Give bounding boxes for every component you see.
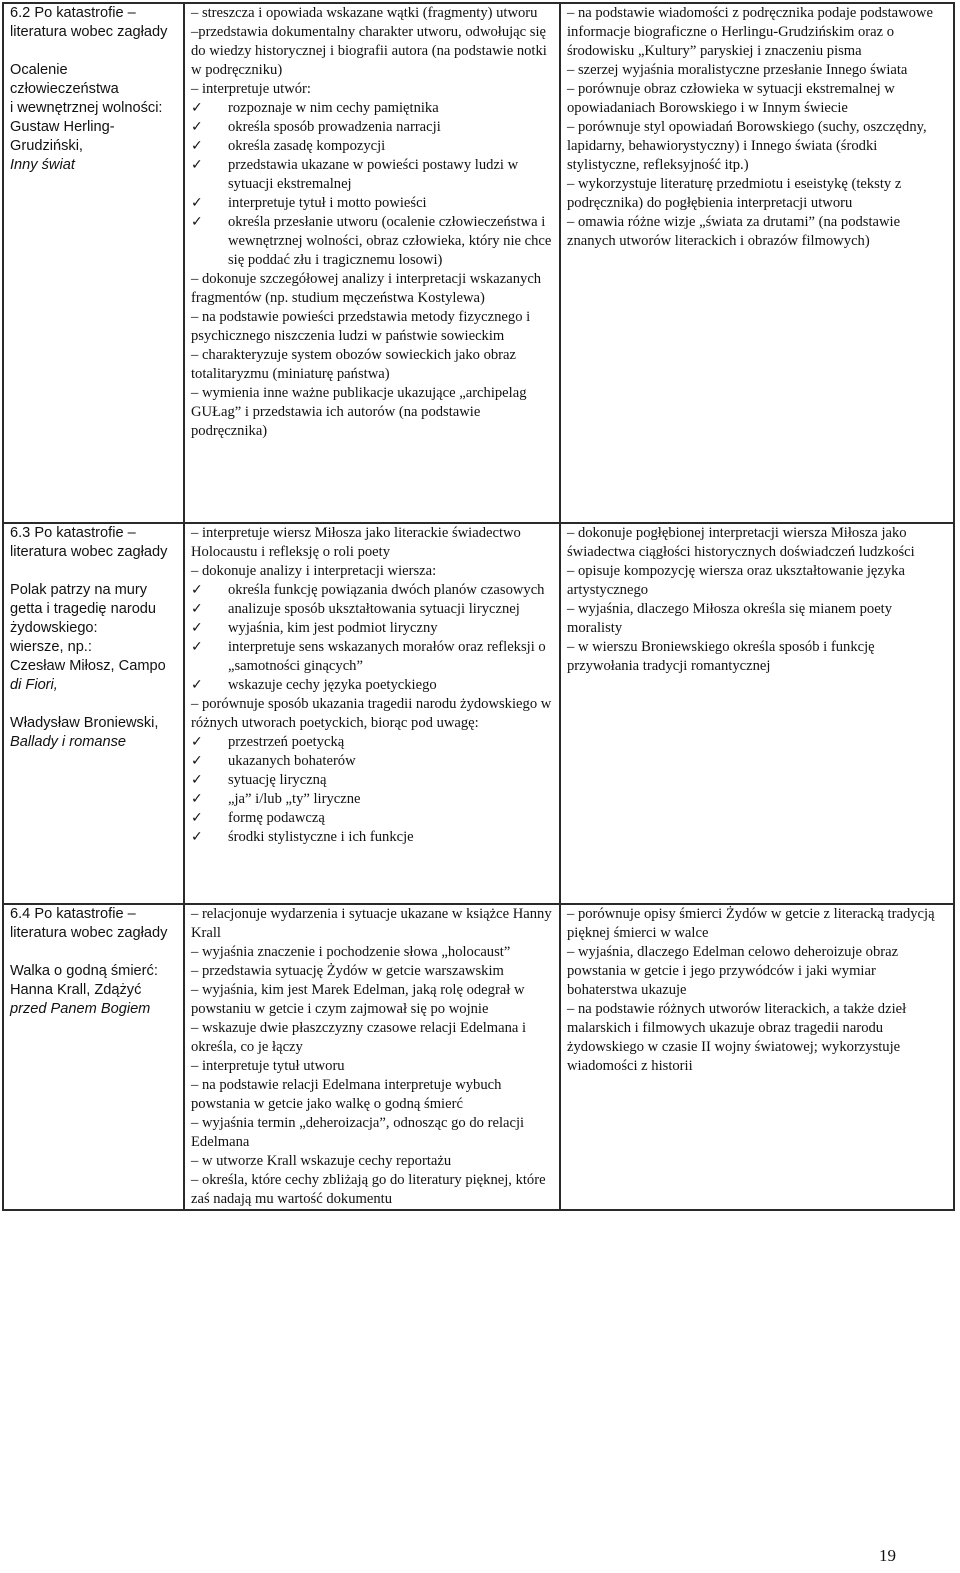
requirement-item: – na podstawie wiadomości z podręcznika podaje podstawowe informacje biograficzne o Herlingu-Grudzińskim oraz o środowisku „Kultury” paryskiej i znaczeniu pisma <box>567 5 933 59</box>
check-icon: ✓ <box>191 810 203 826</box>
requirement-item: – omawia różne wizje „świata za drutami” (na podstawie znanych utworów literackich i obrazów filmowych) <box>567 214 901 249</box>
checklist-item <box>191 828 555 847</box>
spacer <box>10 562 179 581</box>
checklist-text: przestrzeń poetycką <box>228 734 345 750</box>
requirement-item: – wymienia inne ważne publikacje ukazujące „archipelag GUŁag” i przedstawia ich autorów (na podstawie podręcznika) <box>191 385 527 439</box>
checklist-item <box>191 733 555 752</box>
requirement-item: – charakteryzuje system obozów sowieckich jako obraz totalitaryzmu (miniaturę państwa) <box>191 347 516 382</box>
topic-cell <box>3 3 184 523</box>
topic-line: 6.3 Po katastrofie – <box>10 525 136 541</box>
topic-line: getta i tragedię narodu <box>10 601 157 617</box>
topic-line: Walka o godną śmierć: <box>10 963 158 979</box>
check-icon: ✓ <box>191 677 203 693</box>
topic-line: di Fiori, <box>10 677 58 693</box>
checklist-item <box>191 790 555 809</box>
requirement-item: – porównuje sposób ukazania tragedii narodu żydowskiego w różnych utworach poetyckich, biorąc pod uwagę: <box>191 696 552 731</box>
check-icon: ✓ <box>191 214 203 230</box>
checklist-item <box>191 213 555 270</box>
requirement-item: –przedstawia dokumentalny charakter utworu, odwołując się do wiedzy historycznej i biografii autora (na podstawie notki w podręczniku) <box>191 24 547 78</box>
requirement-item: – interpretuje utwór: <box>191 81 311 97</box>
extended-requirements-cell <box>560 3 954 523</box>
requirement-item: – wyjaśnia termin „deheroizacja”, odnosząc go do relacji Edelmana <box>191 1115 525 1150</box>
requirement-item: – wyjaśnia, dlaczego Miłosza określa się mianem poety moralisty <box>567 601 893 636</box>
topic-line: 6.2 Po katastrofie – <box>10 5 136 21</box>
checklist-text: analizuje sposób ukształtowania sytuacji lirycznej <box>228 601 520 617</box>
checklist-text: ukazanych bohaterów <box>228 753 356 769</box>
requirement-item: – dokonuje analizy i interpretacji wiersza: <box>191 563 437 579</box>
requirement-item: – interpretuje tytuł utworu <box>191 1058 345 1074</box>
curriculum-table <box>2 2 955 1211</box>
check-icon: ✓ <box>191 119 203 135</box>
requirement-item: – na podstawie powieści przedstawia metody fizycznego i psychicznego niszczenia ludzi w państwie sowieckim <box>191 309 531 344</box>
requirement-item: – dokonuje szczegółowej analizy i interpretacji wskazanych fragmentów (np. studium męczeństwa Kostylewa) <box>191 271 542 306</box>
requirement-item: – w wierszu Broniewskiego określa sposób i funkcję przywołania tradycji romantycznej <box>567 639 875 674</box>
topic-line: literatura wobec zagłady <box>10 925 168 941</box>
checklist-text: sytuację liryczną <box>228 772 327 788</box>
extended-requirements-cell <box>560 904 954 1210</box>
check-icon: ✓ <box>191 195 203 211</box>
basic-requirements-cell <box>184 904 560 1210</box>
topic-line: Grudziński, <box>10 138 83 154</box>
checklist-item <box>191 752 555 771</box>
checklist-item <box>191 118 555 137</box>
topic-line: 6.4 Po katastrofie – <box>10 906 136 922</box>
topic-line: człowieczeństwa <box>10 81 119 97</box>
topic-line: Władysław Broniewski, <box>10 715 159 731</box>
requirement-item: – wyjaśnia, kim jest Marek Edelman, jaką rolę odegrał w powstaniu w getcie i czym zajmował się po wojnie <box>191 982 525 1017</box>
requirement-item: – porównuje obraz człowieka w sytuacji ekstremalnej w opowiadaniach Borowskiego i w Innym świecie <box>567 81 895 116</box>
topic-author: Czesław Miłosz, Campo <box>10 658 166 674</box>
checklist-text: przedstawia ukazane w powieści postawy ludzi w sytuacji ekstremalnej <box>228 157 519 192</box>
topic-line: wiersze, np.: <box>10 639 92 655</box>
check-icon: ✓ <box>191 620 203 636</box>
page-number: 19 <box>879 1546 896 1565</box>
check-icon: ✓ <box>191 753 203 769</box>
checklist-text: określa funkcję powiązania dwóch planów czasowych <box>228 582 545 598</box>
checklist-item <box>191 771 555 790</box>
checklist-item <box>191 194 555 213</box>
table-row <box>3 3 954 523</box>
requirement-item: – porównuje styl opowiadań Borowskiego (suchy, oszczędny, lapidarny, behawiorystyczny) i Innego świata (środki stylistyczne, refleksyjność itp.) <box>567 119 927 173</box>
checklist-text: interpretuje sens wskazanych morałów oraz refleksji o „samotności ginących” <box>228 639 546 674</box>
checklist-item <box>191 638 555 676</box>
requirement-item: – wyjaśnia, dlaczego Edelman celowo deheroizuje obraz powstania w getcie i jego przywódców i jaki wymiar bohaterstwa ukazuje <box>567 944 899 998</box>
spacer <box>10 42 179 61</box>
requirement-item: – w utworze Krall wskazuje cechy reportażu <box>191 1153 452 1169</box>
topic-line: Ballady i romanse <box>10 734 126 750</box>
topic-line: żydowskiego: <box>10 620 98 636</box>
check-icon: ✓ <box>191 791 203 807</box>
requirement-item: – wyjaśnia znaczenie i pochodzenie słowa „holocaust” <box>191 944 511 960</box>
basic-requirements-cell <box>184 3 560 523</box>
spacer <box>10 943 179 962</box>
topic-line: literatura wobec zagłady <box>10 544 168 560</box>
check-icon: ✓ <box>191 157 203 173</box>
checklist-item <box>191 600 555 619</box>
checklist-item <box>191 581 555 600</box>
requirement-item: – przedstawia sytuację Żydów w getcie warszawskim <box>191 963 504 979</box>
checklist-text: „ja” i/lub „ty” liryczne <box>228 791 361 807</box>
requirement-item: – dokonuje pogłębionej interpretacji wiersza Miłosza jako świadectwa ciągłości historycznych doświadczeń ludzkości <box>567 525 915 560</box>
topic-line: i wewnętrznej wolności: <box>10 100 163 116</box>
checklist-text: wyjaśnia, kim jest podmiot liryczny <box>228 620 438 636</box>
checklist-item <box>191 156 555 194</box>
checklist-text: środki stylistyczne i ich funkcje <box>228 829 414 845</box>
checklist-item <box>191 676 555 695</box>
checklist-text: określa sposób prowadzenia narracji <box>228 119 441 135</box>
checklist-text: określa przesłanie utworu (ocalenie człowieczeństwa i wewnętrznej wolności, obraz człowieka, który nie chce się poddać złu i tragicznemu losowi) <box>228 214 552 268</box>
topic-line: literatura wobec zagłady <box>10 24 168 40</box>
requirement-item: – określa, które cechy zbliżają go do literatury pięknej, które zaś nadają mu wartość dokumentu <box>191 1172 546 1207</box>
check-icon: ✓ <box>191 582 203 598</box>
topic-cell <box>3 523 184 904</box>
requirement-item: – interpretuje wiersz Miłosza jako literackie świadectwo Holocaustu i refleksję o roli poety <box>191 525 521 560</box>
extended-requirements-cell <box>560 523 954 904</box>
checklist-item <box>191 99 555 118</box>
checklist-text: określa zasadę kompozycji <box>228 138 386 154</box>
check-icon: ✓ <box>191 639 203 655</box>
basic-requirements-cell <box>184 523 560 904</box>
requirement-item: – wskazuje dwie płaszczyzny czasowe relacji Edelmana i określa, co je łączy <box>191 1020 527 1055</box>
checklist-item <box>191 137 555 156</box>
check-icon: ✓ <box>191 734 203 750</box>
checklist-item <box>191 809 555 828</box>
checklist-text: formę podawczą <box>228 810 325 826</box>
topic-cell <box>3 904 184 1210</box>
check-icon: ✓ <box>191 601 203 617</box>
requirement-item: – opisuje kompozycję wiersza oraz ukształtowanie języka artystycznego <box>567 563 905 598</box>
spacer <box>10 695 179 714</box>
check-icon: ✓ <box>191 772 203 788</box>
check-icon: ✓ <box>191 138 203 154</box>
check-icon: ✓ <box>191 829 203 845</box>
requirement-item: – wykorzystuje literaturę przedmiotu i eseistykę (teksty z podręcznika) do pogłębienia interpretacji utworu <box>567 176 902 211</box>
topic-line <box>10 657 179 676</box>
table-row <box>3 523 954 904</box>
checklist-item <box>191 619 555 638</box>
checklist-text: interpretuje tytuł i motto powieści <box>228 195 427 211</box>
topic-line: Inny świat <box>10 157 75 173</box>
requirement-item: – na podstawie różnych utworów literackich, a także dzieł malarskich i filmowych ukazuje obraz tragedii narodu żydowskiego w czasie II wojny światowej; wykorzystuje wiadomości z historii <box>567 1001 907 1074</box>
table-row <box>3 904 954 1210</box>
checklist-text: rozpoznaje w nim cechy pamiętnika <box>228 100 439 116</box>
requirement-item: – streszcza i opowiada wskazane wątki (fragmenty) utworu <box>191 5 538 21</box>
requirement-item: – relacjonuje wydarzenia i sytuacje ukazane w książce Hanny Krall <box>191 906 552 941</box>
check-icon: ✓ <box>191 100 203 116</box>
requirement-item: – szerzej wyjaśnia moralistyczne przesłanie Innego świata <box>567 62 908 78</box>
requirement-item: – porównuje opisy śmierci Żydów w getcie z literacką tradycją pięknej śmierci w walce <box>567 906 935 941</box>
topic-line: Hanna Krall, Zdążyć <box>10 982 142 998</box>
topic-line: przed Panem Bogiem <box>10 1001 151 1017</box>
topic-line: Ocalenie <box>10 62 68 78</box>
topic-line: Polak patrzy na mury <box>10 582 148 598</box>
requirement-item: – na podstawie relacji Edelmana interpretuje wybuch powstania w getcie jako walkę o godną śmierć <box>191 1077 502 1112</box>
checklist-text: wskazuje cechy języka poetyckiego <box>228 677 437 693</box>
topic-line: Gustaw Herling- <box>10 119 115 135</box>
